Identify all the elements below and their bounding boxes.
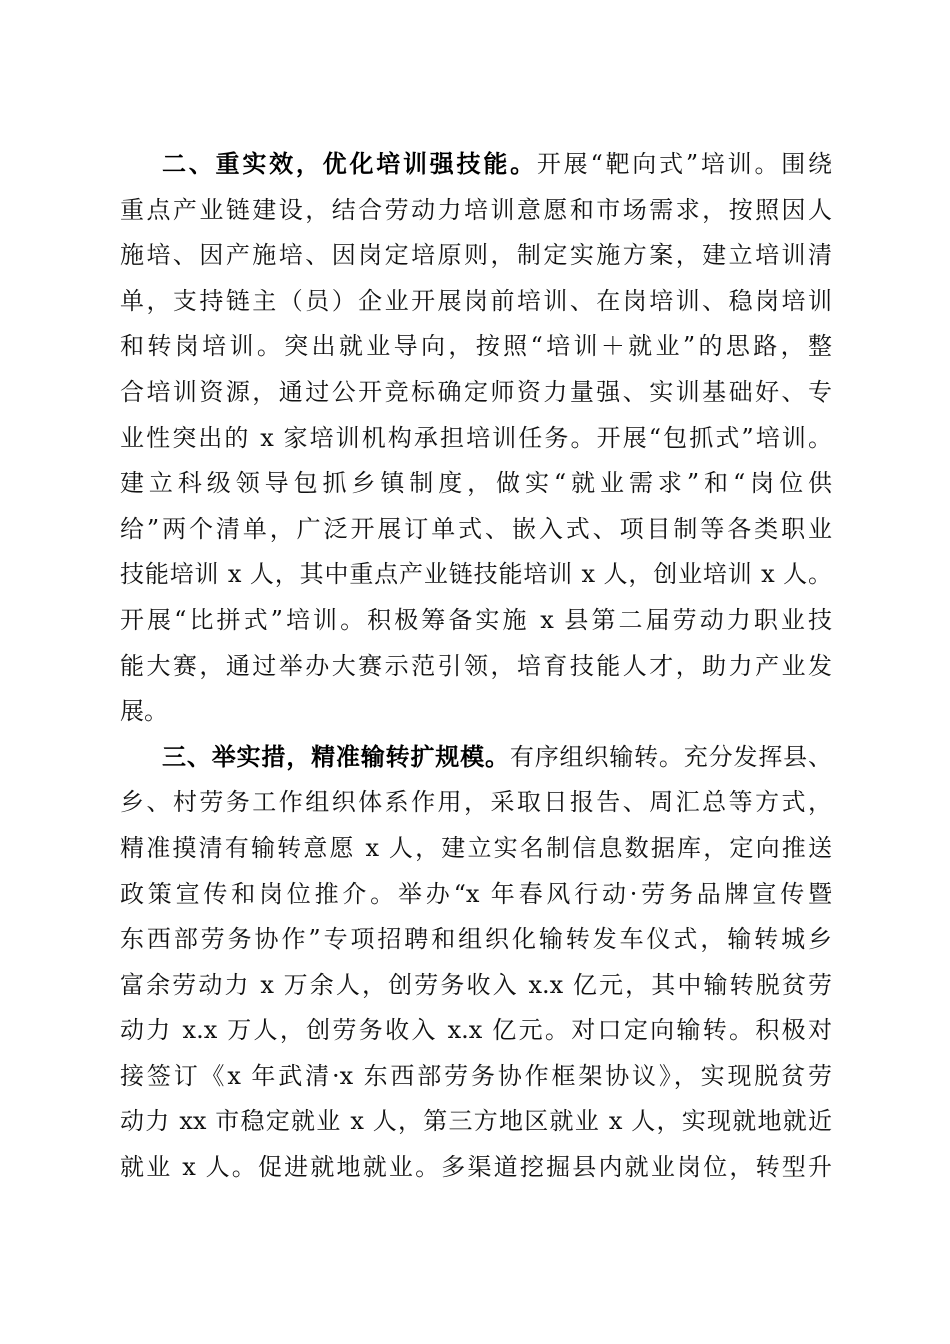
- paragraph-line: 重点产业链建设，结合劳动力培训意愿和市场需求，按照因人: [120, 195, 832, 224]
- paragraph-line: 乡、村劳务工作组织体系作用，采取日报告、周汇总等方式，: [120, 788, 832, 817]
- paragraph-line: 精准摸清有输转意愿 x 人，建立实名制信息数据库，定向推送: [120, 833, 832, 862]
- paragraph-line: 技能培训 x 人，其中重点产业链技能培训 x 人，创业培训 x 人。: [120, 560, 832, 589]
- paragraph-line: 政策宣传和岗位推介。举办“x 年春风行动·劳务品牌宣传暨: [120, 879, 832, 908]
- paragraph-line: 和转岗培训。突出就业导向，按照“培训＋就业”的思路，整: [120, 332, 832, 361]
- paragraph-line: [120, 142, 832, 188]
- paragraph-line: 富余劳动力 x 万余人，创劳务收入 x.x 亿元，其中输转脱贫劳: [120, 970, 832, 999]
- paragraph-line: 动力 xx 市稳定就业 x 人，第三方地区就业 x 人，实现就地就近: [120, 1107, 832, 1136]
- paragraph-line: 业性突出的 x 家培训机构承担培训任务。开展“包抓式”培训。: [120, 423, 832, 452]
- section-heading: 二、重实效，优化培训强技能。: [162, 150, 537, 178]
- paragraph-line: 动力 x.x 万人，创劳务收入 x.x 亿元。对口定向输转。积极对: [120, 1016, 832, 1045]
- paragraph-line: 就业 x 人。促进就地就业。多渠道挖掘县内就业岗位，转型升: [120, 1153, 832, 1182]
- document-body: [120, 142, 832, 1191]
- paragraph-line: 合培训资源，通过公开竞标确定师资力量强、实训基础好、专: [120, 377, 832, 406]
- paragraph-line: 东西部劳务协作”专项招聘和组织化输转发车仪式，输转城乡: [120, 925, 832, 954]
- paragraph-line: 施培、因产施培、因岗定培原则，制定实施方案，建立培训清: [120, 241, 832, 270]
- paragraph-line: 单，支持链主（员）企业开展岗前培训、在岗培训、稳岗培训: [120, 286, 832, 315]
- paragraph-line: 能大赛，通过举办大赛示范引领，培育技能人才，助力产业发: [120, 651, 832, 680]
- paragraph-line: 接签订《x 年武清·x 东西部劳务协作框架协议》，实现脱贫劳: [120, 1061, 832, 1090]
- paragraph-text: 开展“靶向式”培训。围绕: [536, 150, 833, 178]
- paragraph-line: 建立科级领导包抓乡镇制度，做实“就业需求”和“岗位供: [120, 469, 832, 498]
- paragraph-line: 给”两个清单，广泛开展订单式、嵌入式、项目制等各类职业: [120, 514, 832, 543]
- paragraph-line: [120, 735, 832, 781]
- paragraph-text: 有序组织输转。充分发挥县、: [509, 742, 833, 771]
- section-heading: 三、举实措，精准输转扩规模。: [162, 742, 510, 771]
- paragraph-line: 展。: [120, 697, 168, 726]
- paragraph-line: 开展“比拼式”培训。积极筹备实施 x 县第二届劳动力职业技: [120, 605, 832, 634]
